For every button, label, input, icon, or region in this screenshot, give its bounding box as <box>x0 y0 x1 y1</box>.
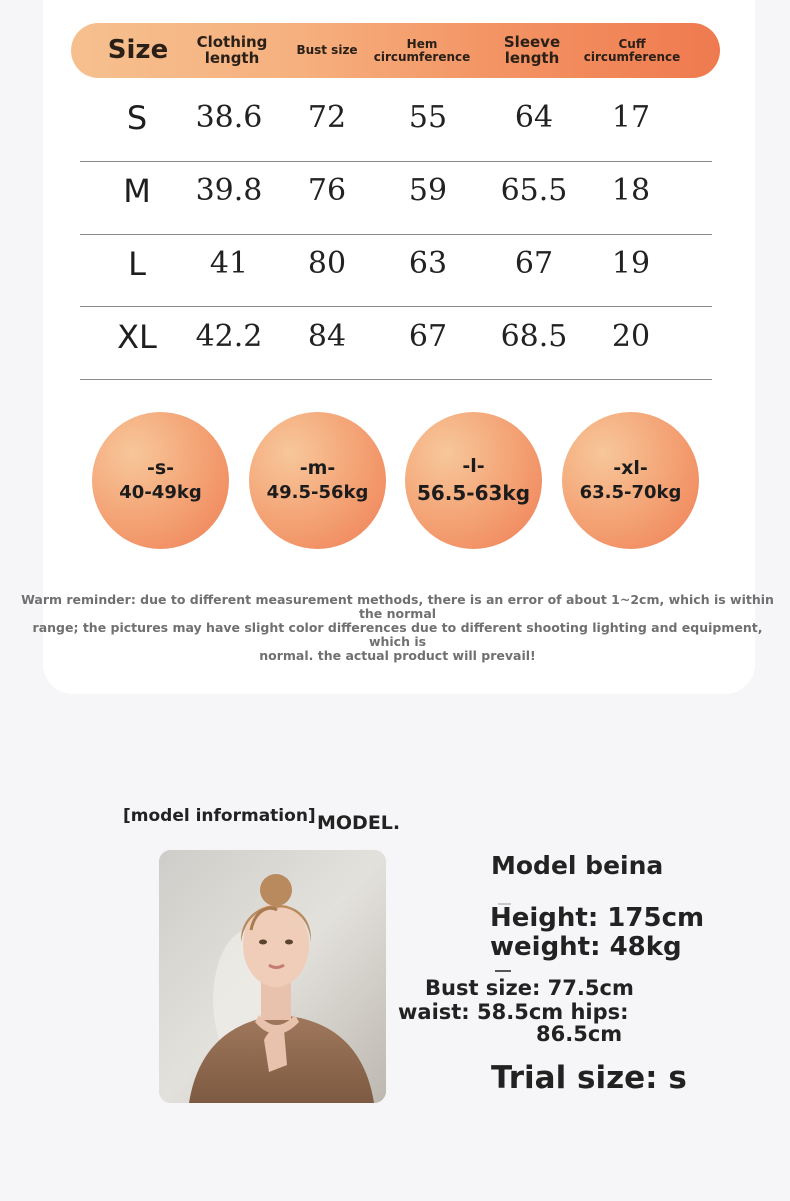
header-sleeve-length: Sleeve length <box>503 32 561 67</box>
row-divider <box>80 306 712 307</box>
cell-s-cuff: 17 <box>611 100 651 135</box>
warm-reminder <box>20 593 775 663</box>
weight-circle-m <box>249 412 386 549</box>
row-divider <box>80 234 712 235</box>
model-hips-value: 86.5cm <box>536 1022 623 1046</box>
cell-xl-bust: 84 <box>307 319 347 354</box>
reminder-line: range; the pictures may have slight color differences due to different shooting lighting and equipment, which is <box>32 620 763 649</box>
row-size-m: M <box>123 172 151 210</box>
cell-l-clothing-length: 41 <box>209 246 249 281</box>
weight-circle-range: 40-49kg <box>119 482 202 504</box>
cell-s-clothing-length: 38.6 <box>195 100 263 135</box>
weight-circle-range: 56.5-63kg <box>416 480 531 505</box>
model-name: Model beina <box>491 851 664 880</box>
cell-l-cuff: 19 <box>611 246 651 281</box>
cell-m-hem: 59 <box>408 173 448 208</box>
header-clothing-length: Clothing length <box>196 32 268 67</box>
weight-circle-xl <box>562 412 699 549</box>
row-size-xl: XL <box>117 318 157 356</box>
cell-xl-sleeve: 68.5 <box>500 319 568 354</box>
model-height: Height: 175cm <box>490 903 705 933</box>
cell-l-sleeve: 67 <box>514 246 554 281</box>
model-word: MODEL. <box>317 812 401 834</box>
cell-m-bust: 76 <box>307 173 347 208</box>
model-bust: Bust size: 77.5cm <box>425 976 634 1000</box>
model-photo-illustration <box>159 850 386 1103</box>
model-waist-hips: waist: 58.5cm hips: <box>398 1000 629 1024</box>
model-info-label: [model information] <box>123 806 316 826</box>
weight-circle-size: -s- <box>146 456 175 479</box>
header-bust-size: Bust size <box>296 43 358 58</box>
row-divider <box>80 161 712 162</box>
model-photo <box>159 850 386 1103</box>
cell-m-clothing-length: 39.8 <box>195 173 263 208</box>
row-size-l: L <box>128 245 146 283</box>
cell-xl-cuff: 20 <box>611 319 651 354</box>
weight-circle-size: -l- <box>462 455 485 478</box>
model-trial-size: Trial size: s <box>491 1060 687 1096</box>
cell-s-hem: 55 <box>408 100 448 135</box>
reminder-line: normal. the actual product will prevail! <box>259 648 536 663</box>
header-size: Size <box>107 34 169 65</box>
cell-xl-clothing-length: 42.2 <box>195 319 263 354</box>
cell-xl-hem: 67 <box>408 319 448 354</box>
weight-circle-range: 49.5-56kg <box>266 482 369 504</box>
header-hem-circumference: Hem circumference <box>373 36 471 64</box>
weight-circle-s <box>92 412 229 549</box>
weight-circle-size: -m- <box>299 456 336 479</box>
cell-l-hem: 63 <box>408 246 448 281</box>
cell-s-sleeve: 64 <box>514 100 554 135</box>
cell-m-cuff: 18 <box>611 173 651 208</box>
weight-circle-size: -xl- <box>613 456 648 479</box>
cell-m-sleeve: 65.5 <box>500 173 568 208</box>
row-size-s: S <box>126 99 148 137</box>
weight-circle-range: 63.5-70kg <box>579 482 682 504</box>
header-cuff-circumference: Cuff circumference <box>583 36 681 64</box>
cell-s-bust: 72 <box>307 100 347 135</box>
decorative-dash <box>495 970 511 972</box>
reminder-line: Warm reminder: due to different measurement methods, there is an error of about 1~2cm, which is within the normal <box>21 592 774 621</box>
model-weight: weight: 48kg <box>490 932 682 962</box>
weight-circle-l <box>405 412 542 549</box>
row-divider <box>80 379 712 380</box>
cell-l-bust: 80 <box>307 246 347 281</box>
